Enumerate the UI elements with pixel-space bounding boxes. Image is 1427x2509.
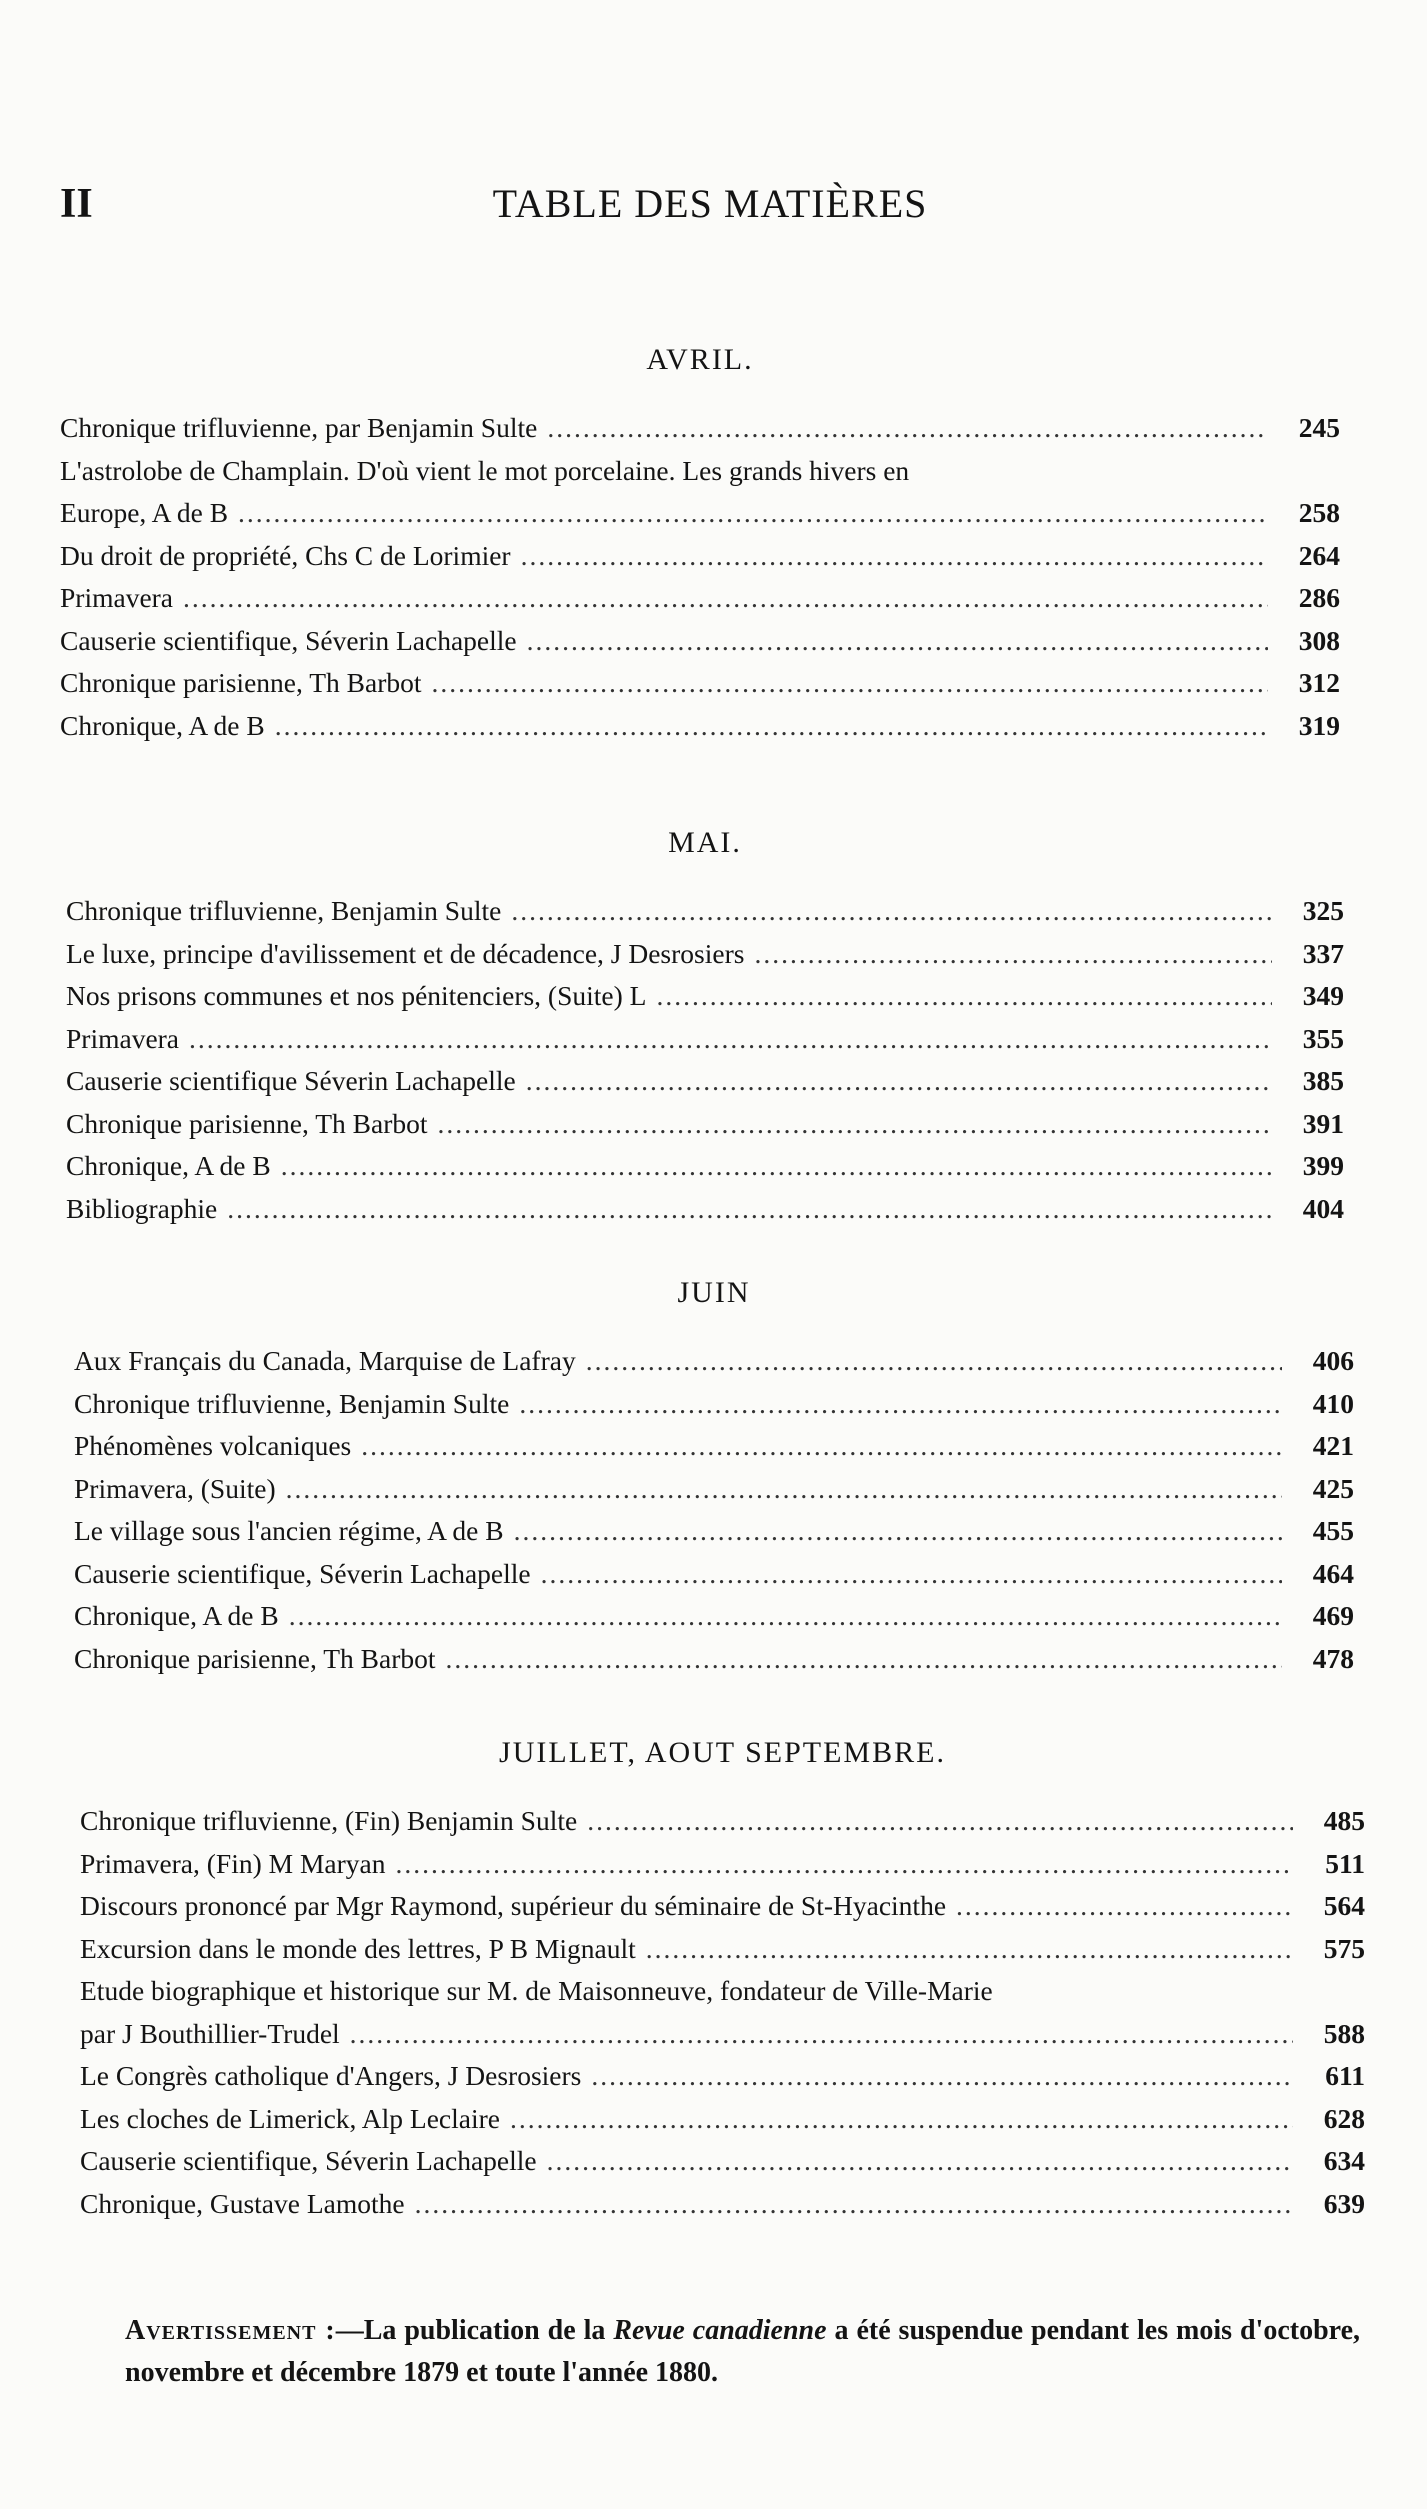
entry-title: Primavera	[66, 1022, 180, 1054]
dot-leader	[646, 1928, 1293, 1971]
entry-page: 404	[1302, 1192, 1344, 1224]
toc-entry	[66, 1018, 1344, 1061]
entry-page: 410	[1312, 1387, 1354, 1419]
dot-leader	[446, 1638, 1282, 1681]
entry-title: Les cloches de Limerick, Alp Leclaire	[80, 2102, 500, 2134]
entry-title: Bibliographie	[66, 1192, 218, 1224]
entry-page: 478	[1312, 1642, 1354, 1674]
entry-title: Primavera, (Fin) M Maryan	[80, 1847, 386, 1879]
entry-page: 611	[1325, 2060, 1365, 2091]
dot-leader	[432, 662, 1268, 705]
entry-page: 319	[1298, 709, 1340, 741]
toc-entry	[60, 535, 1340, 578]
dot-leader	[547, 407, 1268, 450]
entry-page: 485	[1323, 1805, 1365, 1836]
notice-text-2: a été suspendue pendant les mois d'octobre, novembre et décembre 1879 et toute l'année 1880.	[125, 2315, 1360, 2388]
dot-leader	[754, 933, 1272, 976]
entry-page: 245	[1298, 412, 1340, 443]
toc-list	[60, 407, 1340, 747]
toc-entry	[60, 577, 1340, 620]
toc-entry	[74, 1468, 1354, 1511]
dot-leader	[956, 1885, 1293, 1928]
dot-leader	[514, 1510, 1282, 1553]
entry-title: Le village sous l'ancien régime, A de B	[74, 1515, 504, 1546]
entry-title: Chronique, A de B	[74, 1600, 279, 1631]
entry-page: 455	[1312, 1515, 1354, 1546]
toc-entry	[74, 1425, 1354, 1468]
entry-title: Du droit de propriété, Chs C de Lorimier	[60, 539, 511, 571]
entry-page: 399	[1302, 1150, 1344, 1181]
toc-entry	[60, 407, 1340, 450]
entry-title: Causerie scientifique, Séverin Lachapelle	[80, 2145, 537, 2176]
notice-text-1: —La publication de la	[335, 2315, 614, 2346]
entry-page: 425	[1312, 1472, 1354, 1504]
dot-leader	[591, 2055, 1293, 2098]
section-title: AVRIL.	[646, 343, 754, 376]
notice-paragraph	[125, 2310, 1360, 2394]
toc-entry	[60, 450, 1340, 535]
dot-leader	[361, 1425, 1282, 1468]
notice-lead: Avertissement :	[125, 2315, 336, 2346]
dot-leader	[281, 1145, 1272, 1188]
entry-page: 575	[1323, 1932, 1365, 1964]
entry-title: Causerie scientifique, Séverin Lachapelle	[74, 1557, 531, 1589]
dot-leader	[438, 1103, 1272, 1146]
entry-title: Primavera	[60, 582, 174, 613]
entry-page: 337	[1302, 937, 1344, 969]
entry-page: 564	[1323, 1890, 1365, 1921]
entry-title: Chronique trifluvienne, par Benjamin Sulte	[60, 412, 538, 443]
entry-page: 511	[1325, 1847, 1365, 1879]
dot-leader	[527, 620, 1268, 663]
section-avril	[60, 335, 1340, 747]
page-number: II	[60, 181, 93, 227]
toc-entry	[66, 890, 1344, 933]
toc-entry	[74, 1510, 1354, 1553]
toc-entry	[80, 2098, 1365, 2141]
section-title: JUILLET, AOUT SEPTEMBRE.	[499, 1736, 946, 1769]
toc-entry	[74, 1340, 1354, 1383]
entry-page: 312	[1298, 667, 1340, 698]
entry-page: 325	[1302, 895, 1344, 926]
entry-title: Chronique, Gustave Lamothe	[80, 2187, 405, 2219]
dot-leader	[289, 1595, 1282, 1638]
entry-page: 634	[1323, 2145, 1365, 2176]
entry-page: 628	[1323, 2102, 1365, 2134]
dot-leader	[395, 1843, 1293, 1886]
entry-title: Chronique trifluvienne, (Fin) Benjamin Sulte	[80, 1805, 578, 1836]
toc-entry	[80, 1800, 1365, 1843]
dot-leader	[510, 2098, 1293, 2141]
toc-entry	[66, 1060, 1344, 1103]
entry-page: 469	[1312, 1600, 1354, 1631]
entry-title: Discours prononcé par Mgr Raymond, supérieur du séminaire de St-Hyacinthe	[80, 1890, 947, 1921]
dot-leader	[238, 492, 1268, 535]
entry-page: 308	[1298, 624, 1340, 656]
toc-list	[66, 890, 1344, 1230]
toc-entry	[80, 1928, 1365, 1971]
entry-page: 391	[1302, 1107, 1344, 1139]
entry-title: Causerie scientifique Séverin Lachapelle	[66, 1065, 516, 1096]
entry-title: Chronique parisienne, Th Barbot	[74, 1642, 436, 1674]
toc-entry	[60, 620, 1340, 663]
dot-leader	[189, 1018, 1272, 1061]
entry-page: 639	[1323, 2187, 1365, 2219]
entry-title-line1: Etude biographique et historique sur M. de Maisonneuve, fondateur de Ville-Marie	[80, 1975, 993, 2006]
toc-entry	[66, 933, 1344, 976]
toc-entry	[66, 975, 1344, 1018]
entry-page: 355	[1302, 1022, 1344, 1054]
entry-title: Le Congrès catholique d'Angers, J Desrosiers	[80, 2060, 582, 2091]
toc-list	[74, 1340, 1354, 1680]
dot-leader	[586, 1340, 1282, 1383]
toc-entry	[74, 1638, 1354, 1681]
section-title: MAI.	[668, 826, 742, 859]
entry-page: 258	[1298, 497, 1340, 528]
toc-entry	[74, 1553, 1354, 1596]
toc-entry	[80, 1843, 1365, 1886]
toc-entry	[60, 662, 1340, 705]
entry-title: Primavera, (Suite)	[74, 1472, 276, 1504]
dot-leader	[275, 705, 1268, 748]
toc-entry	[66, 1103, 1344, 1146]
dot-leader	[183, 577, 1268, 620]
toc-entry	[66, 1145, 1344, 1188]
entry-page: 385	[1302, 1065, 1344, 1096]
toc-entry	[66, 1188, 1344, 1231]
entry-title: Chronique, A de B	[60, 709, 265, 741]
page-title: TABLE DES MATIÈRES	[492, 181, 928, 226]
dot-leader	[519, 1383, 1282, 1426]
entry-title: Le luxe, principe d'avilissement et de décadence, J Desrosiers	[66, 937, 745, 969]
entry-title: Aux Français du Canada, Marquise de Lafray	[74, 1345, 576, 1376]
entry-title: Excursion dans le monde des lettres, P B Mignault	[80, 1932, 636, 1964]
toc-entry	[80, 1970, 1365, 2055]
entry-title: Nos prisons communes et nos pénitenciers, (Suite) L	[66, 980, 647, 1011]
dot-leader	[547, 2140, 1293, 2183]
toc-list	[80, 1800, 1365, 2225]
toc-entry	[80, 2055, 1365, 2098]
entry-title: Chronique trifluvienne, Benjamin Sulte	[74, 1387, 510, 1419]
entry-page: 349	[1302, 980, 1344, 1011]
dot-leader	[350, 2013, 1293, 2056]
dot-leader	[656, 975, 1272, 1018]
toc-entry	[80, 1885, 1365, 1928]
dot-leader	[587, 1800, 1293, 1843]
dot-leader	[521, 535, 1268, 578]
section-mai	[66, 818, 1344, 1230]
entry-title: par J Bouthillier-Trudel	[80, 2017, 340, 2049]
entry-page: 421	[1312, 1430, 1354, 1461]
dot-leader	[511, 890, 1272, 933]
entry-page: 464	[1312, 1557, 1354, 1589]
entry-page: 286	[1298, 582, 1340, 613]
entry-title: Chronique parisienne, Th Barbot	[66, 1107, 428, 1139]
notice-journal-title: Revue canadienne	[613, 2315, 827, 2346]
section-title: JUIN	[677, 1276, 751, 1309]
toc-entry	[80, 2140, 1365, 2183]
section-juin	[74, 1268, 1354, 1680]
entry-title: Europe, A de B	[60, 497, 229, 528]
running-header	[60, 180, 1360, 240]
entry-title: Chronique parisienne, Th Barbot	[60, 667, 422, 698]
toc-entry	[80, 2183, 1365, 2226]
section-juillet-aout-septembre	[80, 1728, 1365, 2225]
entry-title: Phénomènes volcaniques	[74, 1430, 352, 1461]
toc-entry	[74, 1595, 1354, 1638]
dot-leader	[227, 1188, 1272, 1231]
toc-entry	[74, 1383, 1354, 1426]
entry-title-line1: L'astrolobe de Champlain. D'où vient le mot porcelaine. Les grands hivers en	[60, 454, 910, 486]
dot-leader	[526, 1060, 1272, 1103]
entry-title: Chronique, A de B	[66, 1150, 271, 1181]
dot-leader	[415, 2183, 1293, 2226]
entry-page: 406	[1312, 1345, 1354, 1376]
toc-entry	[60, 705, 1340, 748]
entry-title: Chronique trifluvienne, Benjamin Sulte	[66, 895, 502, 926]
entry-page: 264	[1298, 539, 1340, 571]
dot-leader	[541, 1553, 1282, 1596]
entry-page: 588	[1323, 2017, 1365, 2049]
entry-title: Causerie scientifique, Séverin Lachapelle	[60, 624, 517, 656]
dot-leader	[286, 1468, 1282, 1511]
